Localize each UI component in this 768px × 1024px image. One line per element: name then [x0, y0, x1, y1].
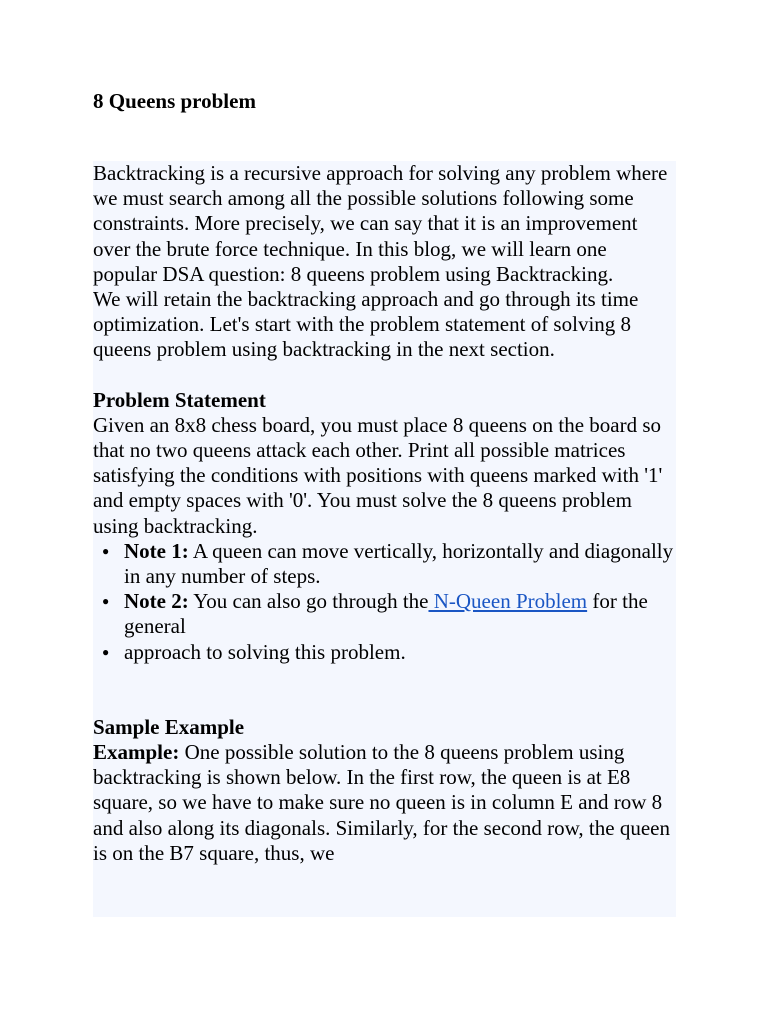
sample-example-heading: Sample Example	[93, 714, 245, 739]
bullet-icon: ●	[102, 594, 110, 609]
spacer	[93, 665, 676, 715]
intro-paragraph-2: We will retain the backtracking approach and go through its time optimization. Let's start with the problem statement of solving 8 queens problem using backtracking in the next section.	[93, 287, 639, 362]
note-text: You can also go through the	[188, 589, 429, 614]
problem-statement-text: Given an 8x8 chess board, you must place 8 queens on the board so that no two queens attack each other. Print all possible matrices satisfying the conditions with positions with queens marked with '1' and empty spaces with '0'. You must solve the 8 queens problem using backtracking.	[93, 412, 663, 538]
list-item	[102, 589, 676, 639]
n-queen-problem-link[interactable]: N-Queen Problem	[428, 589, 588, 614]
page-title: 8 Queens problem	[93, 89, 256, 113]
spacer	[93, 363, 676, 388]
sample-example-text	[93, 740, 676, 866]
note-text: A queen can move vertically, horizontally and diagonally in any number of steps.	[124, 538, 674, 589]
list-item	[102, 639, 676, 665]
note-text: for the general	[124, 589, 648, 639]
problem-statement-heading: Problem Statement	[93, 387, 266, 412]
bullet-icon: ●	[102, 644, 110, 659]
note-text: approach to solving this problem.	[124, 639, 406, 664]
list-item	[102, 538, 676, 589]
example-text: One possible solution to the 8 queens problem using backtracking is shown below. In the first row, the queen is at E8 square, so we have to make sure no queen is in column E and row 8 and also along its diagonals. Similarly, for the second row, the queen is on the B7 square, thus, we	[93, 740, 670, 865]
bullet-icon: ●	[102, 543, 110, 558]
note-label: Note 2:	[124, 589, 189, 614]
note-label: Note 1:	[124, 538, 189, 563]
example-label: Example:	[93, 740, 180, 765]
intro-paragraph-1: Backtracking is a recursive approach for solving any problem where we must search among all the possible solutions following some constraints. More precisely, we can say that it is an improvement over the brute force technique. In this blog, we will learn one popular DSA question: 8 queens problem using Backtracking.	[93, 161, 668, 286]
article-body	[93, 161, 676, 917]
notes-list	[93, 539, 676, 665]
